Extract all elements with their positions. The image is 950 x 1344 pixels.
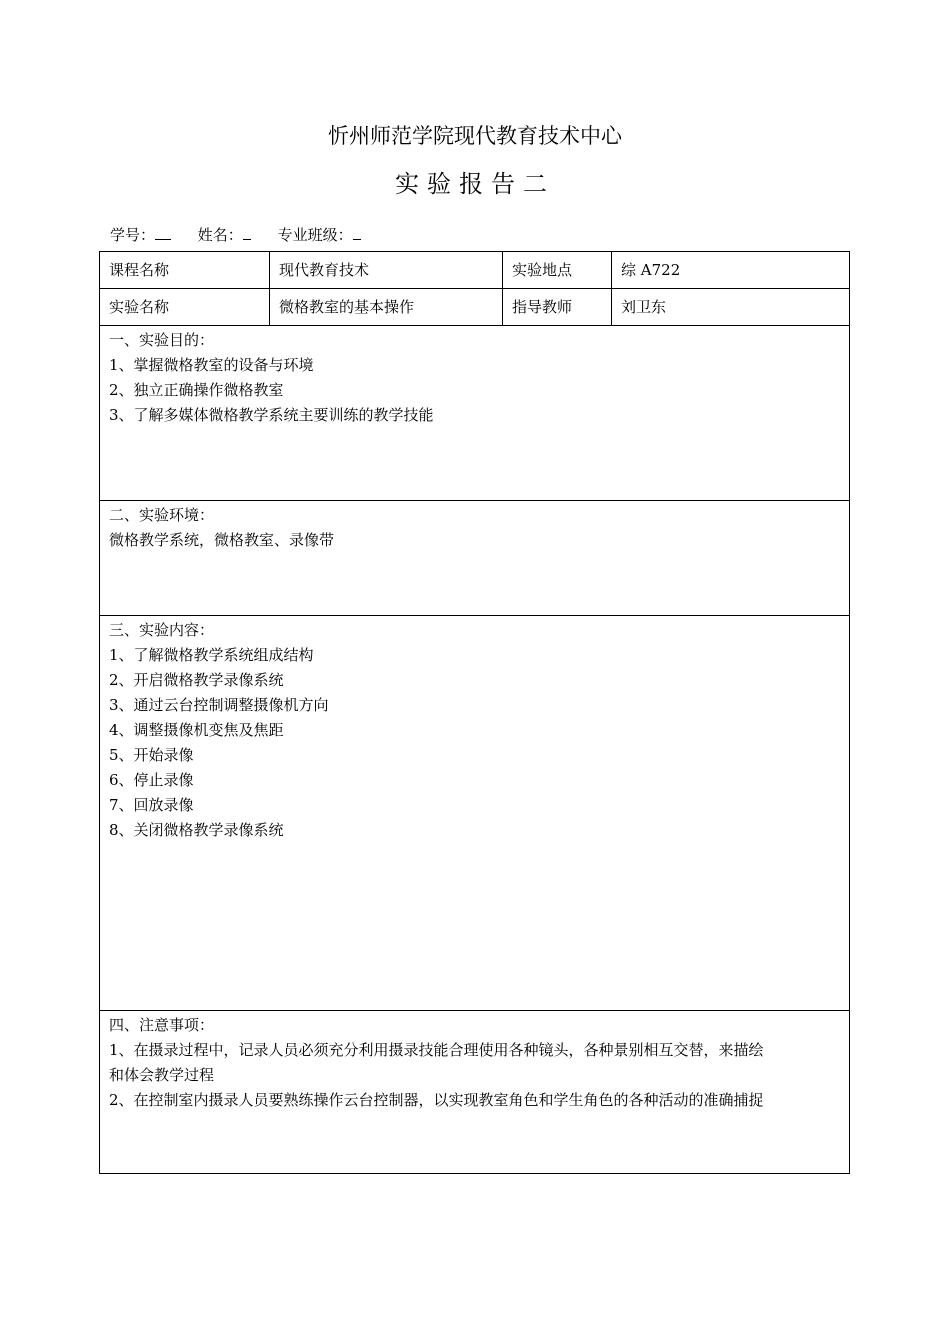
section-line: 2、开启微格教学录像系统 — [109, 671, 284, 689]
section-heading: 一、实验目的： — [109, 331, 215, 349]
student-info-line — [110, 223, 383, 246]
section-notes — [100, 1011, 850, 1174]
section-content — [100, 616, 850, 1011]
section-line: 7、回放录像 — [109, 796, 194, 814]
section-line: 6、停止录像 — [109, 771, 194, 789]
student-name-blank — [243, 223, 251, 240]
section-line: 2、独立正确操作微格教室 — [109, 381, 284, 399]
student-class-label: 专业班级： — [277, 226, 353, 244]
section-line: 1、在摄录过程中，记录人员必须充分利用摄录技能合理使用各种镜头，各种景别相互交替，来描绘 — [109, 1041, 764, 1059]
section-purpose-row — [100, 326, 850, 501]
section-line: 5、开始录像 — [109, 746, 194, 764]
student-id-label: 学号： — [110, 226, 156, 244]
course-row — [100, 252, 850, 289]
section-line: 2、在控制室内摄录人员要熟练操作云台控制器，以实现教室角色和学生角色的各种活动的准确捕捉 — [109, 1091, 764, 1109]
section-line: 3、了解多媒体微格教学系统主要训练的教学技能 — [109, 406, 434, 424]
section-heading: 三、实验内容： — [109, 621, 215, 639]
org-title: 忻州师范学院现代教育技术中心 — [328, 124, 622, 148]
section-heading: 二、实验环境： — [109, 506, 215, 524]
section-line: 3、通过云台控制调整摄像机方向 — [109, 696, 329, 714]
exp-name-value: 微格教室的基本操作 — [270, 289, 503, 326]
course-label: 课程名称 — [100, 252, 270, 289]
section-environment-row — [100, 501, 850, 616]
section-line: 和体会教学过程 — [109, 1066, 215, 1084]
report-title: 实验报告二 — [395, 170, 555, 198]
section-line: 4、调整摄像机变焦及焦距 — [109, 721, 284, 739]
teacher-label: 指导教师 — [503, 289, 612, 326]
experiment-row — [100, 289, 850, 326]
section-notes-row — [100, 1011, 850, 1174]
course-value: 现代教育技术 — [270, 252, 503, 289]
teacher-value: 刘卫东 — [612, 289, 850, 326]
section-line: 8、关闭微格教学录像系统 — [109, 821, 284, 839]
location-value: 综 A722 — [612, 252, 850, 289]
section-heading: 四、注意事项： — [109, 1016, 215, 1034]
student-id-blank — [155, 223, 171, 240]
exp-name-label: 实验名称 — [100, 289, 270, 326]
student-name-label: 姓名： — [197, 226, 243, 244]
section-line: 1、掌握微格教室的设备与环境 — [109, 356, 314, 374]
report-table — [99, 251, 850, 1174]
section-line: 1、了解微格教学系统组成结构 — [109, 646, 314, 664]
section-content-row — [100, 616, 850, 1011]
location-label: 实验地点 — [503, 252, 612, 289]
student-id-field — [110, 226, 171, 244]
student-class-field — [278, 226, 361, 244]
student-name-field — [198, 226, 251, 244]
student-class-blank — [353, 223, 361, 240]
section-environment — [100, 501, 850, 616]
section-line: 微格教学系统，微格教室、录像带 — [109, 531, 335, 549]
section-purpose — [100, 326, 850, 501]
